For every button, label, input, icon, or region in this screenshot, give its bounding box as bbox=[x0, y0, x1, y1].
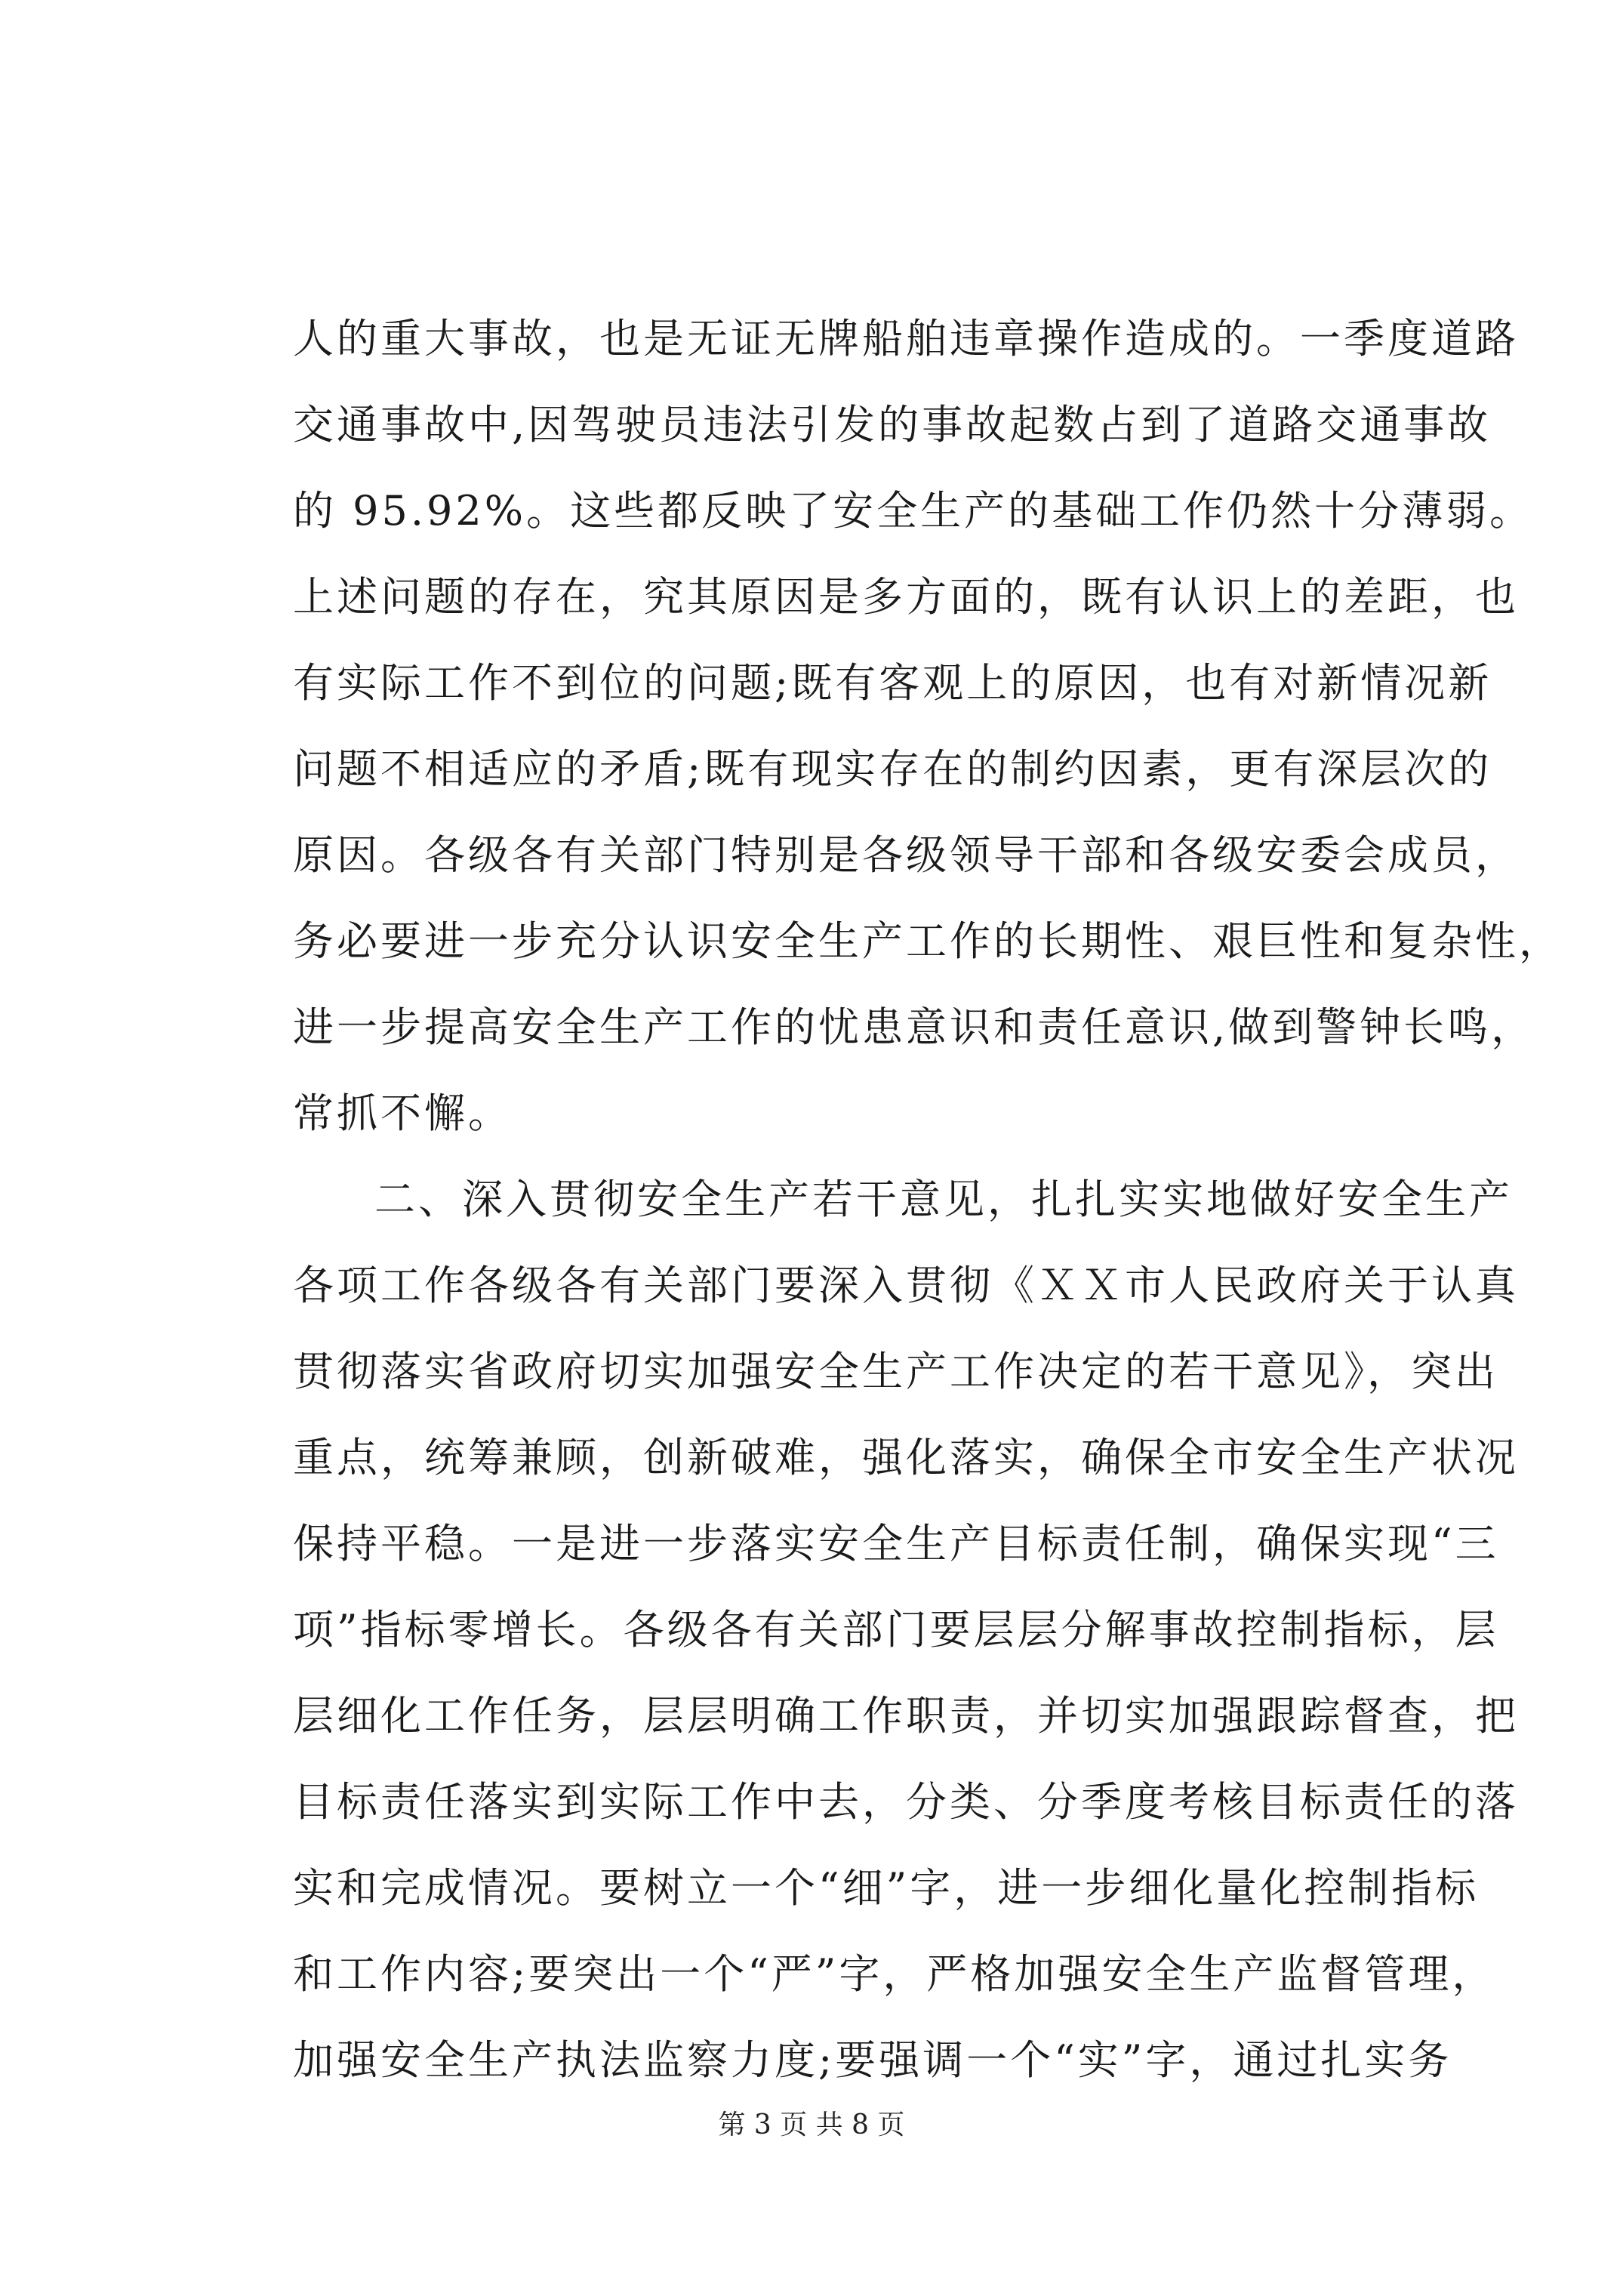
text-line: 项”指标零增长。各级各有关部门要层层分解事故控制指标，层 bbox=[293, 1606, 1499, 1653]
text-line: 交通事故中,因驾驶员违法引发的事故起数占到了道路交通事故 bbox=[293, 401, 1492, 448]
page-footer bbox=[0, 2106, 1623, 2144]
text-line: 进一步提高安全生产工作的忧患意识和责任意识,做到警钟长鸣， bbox=[293, 1003, 1535, 1051]
text-line: 务必要进一步充分认识安全生产工作的长期性、艰巨性和复杂性， bbox=[293, 917, 1563, 965]
text-line: 的 95.92%。这些都反映了安全生产的基础工作仍然十分薄弱。 bbox=[293, 487, 1534, 535]
text-line: 问题不相适应的矛盾;既有现实存在的制约因素，更有深层次的 bbox=[293, 745, 1492, 793]
text-line: 层细化工作任务，层层明确工作职责，并切实加强跟踪督查，把 bbox=[293, 1692, 1519, 1740]
text-line: 加强安全生产执法监察力度;要强调一个“实”字，通过扎实务 bbox=[293, 2036, 1452, 2084]
text-line: 上述问题的存在，究其原因是多方面的，既有认识上的差距，也 bbox=[293, 573, 1519, 621]
body-text bbox=[293, 296, 1563, 2103]
text-line: 目标责任落实到实际工作中去，分类、分季度考核目标责任的落 bbox=[293, 1778, 1519, 1826]
text-line: 实和完成情况。要树立一个“细”字，进一步细化量化控制指标 bbox=[293, 1864, 1480, 1912]
page-number: 第 3 页 共 8 页 bbox=[718, 2110, 905, 2140]
text-line: 有实际工作不到位的问题;既有客观上的原因，也有对新情况新 bbox=[293, 659, 1492, 707]
paragraph-2 bbox=[293, 1157, 1519, 2103]
text-line: 人的重大事故，也是无证无牌船舶违章操作造成的。一季度道路 bbox=[293, 315, 1519, 362]
text-line: 保持平稳。一是进一步落实安全生产目标责任制，确保实现“三 bbox=[293, 1520, 1499, 1567]
text-line: 原因。各级各有关部门特别是各级领导干部和各级安委会成员， bbox=[293, 831, 1519, 879]
text-line: 各项工作各级各有关部门要深入贯彻《ＸＸ市人民政府关于认真 bbox=[293, 1262, 1519, 1309]
paragraph-1 bbox=[293, 296, 1563, 1157]
text-line: 常抓不懈。 bbox=[293, 1089, 512, 1137]
text-line: 和工作内容;要突出一个“严”字，严格加强安全生产监督管理， bbox=[293, 1950, 1496, 1998]
text-line: 二、深入贯彻安全生产若干意见，扎扎实实地做好安全生产 bbox=[374, 1176, 1513, 1223]
text-line: 重点，统筹兼顾，创新破难，强化落实，确保全市安全生产状况 bbox=[293, 1434, 1519, 1481]
text-line: 贯彻落实省政府切实加强安全生产工作决定的若干意见》，突出 bbox=[293, 1348, 1498, 1395]
